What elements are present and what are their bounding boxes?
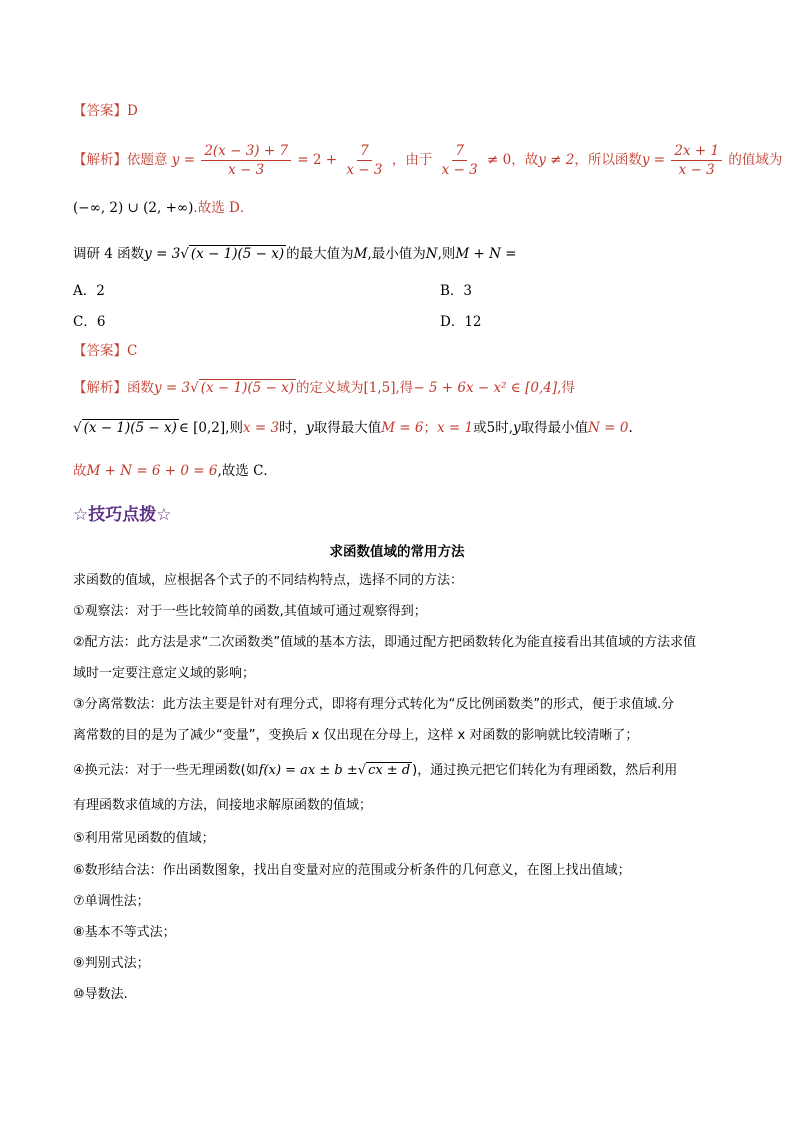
method-10: ⑩导数法. <box>73 987 128 1002</box>
text-func: ，所以函数 <box>574 152 642 168</box>
l2-n: N = 0 <box>588 420 629 436</box>
sqrt-sign: √ <box>180 246 189 262</box>
analysis-2-radicand: (x − 1)(5 − x) <box>200 380 294 396</box>
l2-or: 或 <box>473 420 487 436</box>
l2-5: 5 <box>486 420 496 436</box>
analysis-2-line-3 <box>73 461 277 481</box>
l2-semi: ； <box>423 420 438 436</box>
method-3a: ③分离常数法：此方法主要是针对有理分式，即将有理分式转化为“反比例函数类”的形式，便于求值域.分 <box>73 697 675 712</box>
l2-y: y <box>306 420 314 436</box>
answer-2-line <box>73 341 137 361</box>
question-text-2: ,最小值为 <box>367 246 426 262</box>
option-b[interactable]: B．3 <box>440 283 473 299</box>
l2-dot: . <box>628 420 633 436</box>
analysis-2-expr: − 5 + 6x − x² ∈ [0,4] <box>413 380 558 396</box>
fraction-4-num: 2x + 1 <box>671 142 722 161</box>
fraction-3-num: 7 <box>452 142 467 161</box>
l2-in: ∈ [0,2] <box>178 420 226 436</box>
method-9: ⑨判别式法； <box>73 956 150 971</box>
question-2 <box>73 244 517 264</box>
eq-y-2: y = <box>641 152 666 168</box>
method-3b: 离常数的目的是为了减少“变量”，变换后 x 仅出现在分母上，这样 x 对函数的影响就比较清晰了； <box>73 728 639 743</box>
fraction-2 <box>343 142 385 179</box>
analysis-2-func: y = 3 <box>154 380 191 396</box>
analysis-intro: 依题意 <box>127 152 168 168</box>
sqrt-sign-2: √ <box>190 380 199 396</box>
l3-end: ,故选 C． <box>217 463 277 479</box>
fraction-4 <box>671 142 722 179</box>
l2-t1: 时， <box>279 420 307 436</box>
l3-sum: M + N = 6 + 0 = 6 <box>86 463 218 479</box>
range-value: (−∞, 2) ∪ (2, +∞) <box>73 200 194 216</box>
tips-title: 求函数值域的常用方法 <box>329 544 465 560</box>
method-4a-pre: ④换元法：对于一些无理函数(如 <box>73 763 259 778</box>
l2-min: 取得最小值 <box>520 420 589 436</box>
method-6: ⑥数形结合法：作出函数图象，找出自变量对应的范围或分析条件的几何意义，在图上找出值域； <box>73 863 631 878</box>
analysis-2-line-2 <box>73 418 633 438</box>
fraction-4-den: x − 3 <box>678 162 715 178</box>
l2-x1: x = 1 <box>437 420 474 436</box>
l2-radicand: (x − 1)(5 − x) <box>83 420 177 436</box>
l2-m: M = 6 <box>381 420 424 436</box>
answer-value: D <box>127 103 138 119</box>
method-5: ⑤利用常见函数的值域； <box>73 831 215 846</box>
analysis-2-domain: [1,5] <box>363 380 396 396</box>
choose-d: .故选 D． <box>193 200 254 216</box>
fraction-1-den: x − 3 <box>228 162 265 178</box>
fraction-1 <box>201 142 291 179</box>
answer-tag: 【答案】 <box>73 103 127 119</box>
method-2b: 域时一定要注意定义域的影响； <box>73 666 256 681</box>
method-2a: ②配方法：此方法是求“二次函数类”值域的基本方法，即通过配方把函数转化为能直接看出其值域的方法求值 <box>73 635 697 650</box>
answer-2-tag: 【答案】 <box>73 343 127 359</box>
method-4a <box>73 761 677 781</box>
question-sum: M + N = <box>455 246 517 262</box>
y-neq-2: y ≠ 2 <box>538 152 575 168</box>
question-func: y = 3 <box>144 246 181 262</box>
question-radicand: (x − 1)(5 − x) <box>190 246 285 262</box>
fraction-1-num: 2(x − 3) + 7 <box>201 142 291 161</box>
l2-x3: x = 3 <box>242 420 280 436</box>
analysis-2-tag: 【解析】 <box>73 380 127 396</box>
method-8: ⑧基本不等式法； <box>73 925 176 940</box>
sqrt-sign-3: √ <box>73 420 82 436</box>
method-4b: 有理函数求值域的方法，间接地求解原函数的值域； <box>73 798 373 813</box>
question-prefix: 调研 4 函数 <box>73 246 145 262</box>
text-range: 的值域为 <box>728 152 783 168</box>
l2-y2: y <box>513 420 521 436</box>
method-4a-rad: cx ± d <box>368 763 411 778</box>
analysis-2-t2: 的定义域为 <box>296 380 364 396</box>
analysis-1-line-1 <box>73 142 782 179</box>
fraction-2-num: 7 <box>357 142 372 161</box>
tips-intro: 求函数的值域，应根据各个式子的不同结构特点，选择不同的方法： <box>73 573 464 588</box>
sqrt-sign-4: √ <box>357 763 367 778</box>
option-a[interactable]: A．2 <box>73 283 105 299</box>
fraction-3 <box>439 142 481 179</box>
option-d[interactable]: D．12 <box>440 314 482 330</box>
method-4a-f: f(x) = ax ± b ± <box>258 763 358 778</box>
question-text-1: 的最大值为 <box>286 246 354 262</box>
answer-2-value: C <box>127 343 138 359</box>
analysis-2-line-1 <box>73 378 575 398</box>
l3-so: 故 <box>73 463 87 479</box>
analysis-2-t3: ,得 <box>395 380 414 396</box>
question-n: N <box>425 246 438 262</box>
method-1: ①观察法：对于一些比较简单的函数,其值域可通过观察得到； <box>73 604 427 619</box>
l2-then: ,则 <box>225 420 243 436</box>
l2-max: 取得最大值 <box>313 420 382 436</box>
text-since: ，由于 <box>391 152 433 168</box>
analysis-2-t4: ,得 <box>557 380 575 396</box>
question-m: M <box>353 246 368 262</box>
question-text-3: ,则 <box>437 246 456 262</box>
option-c[interactable]: C．6 <box>73 314 106 330</box>
eq-mid: = 2 + <box>297 152 338 168</box>
l2-t2: 时, <box>495 420 514 436</box>
eq-y: y = <box>171 152 196 168</box>
method-7: ⑦单调性法； <box>73 894 150 909</box>
text-so: ，故 <box>511 152 539 168</box>
answer-1-line <box>73 101 138 121</box>
method-4a-post: )，通过换元把它们转化为有理函数，然后利用 <box>412 763 678 778</box>
analysis-1-line-2 <box>73 198 253 218</box>
fraction-2-den: x − 3 <box>346 162 383 178</box>
analysis-tag: 【解析】 <box>73 152 127 168</box>
tips-heading: ☆技巧点拨☆ <box>73 505 172 525</box>
neq-zero: ≠ 0 <box>487 152 512 168</box>
analysis-2-t1: 函数 <box>127 380 154 396</box>
fraction-3-den: x − 3 <box>441 162 478 178</box>
